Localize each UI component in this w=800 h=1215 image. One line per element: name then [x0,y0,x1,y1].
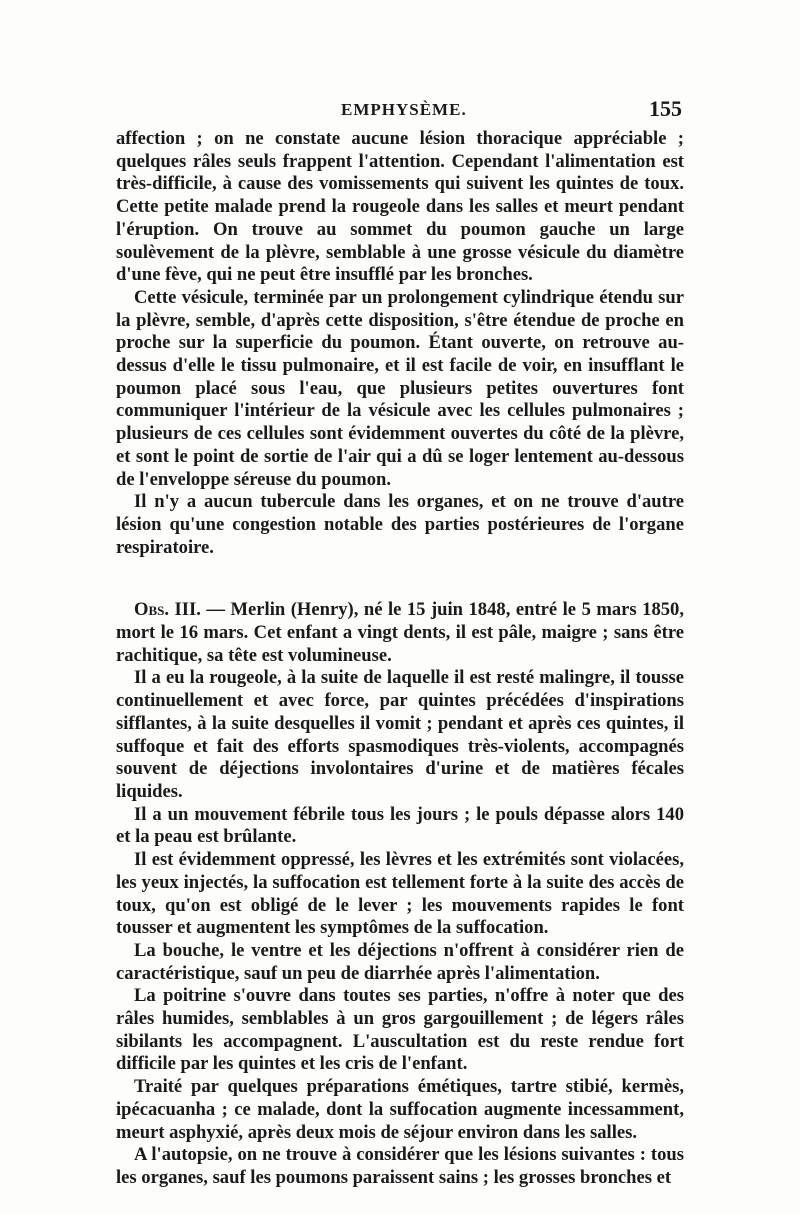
paragraph: Il n'y a aucun tubercule dans les organes, et on ne trouve d'autre lésion qu'une congestion notable des parties postérieures de l'organe respiratoire. [116,491,684,558]
paragraph: affection ; on ne constate aucune lésion thoracique appréciable ; quelques râles seuls frappent l'attention. Cependant l'alimentation est très-difficile, à cause des vomissements qui suivent les quintes de toux. Cette petite malade prend la rougeole dans les salles et meurt pendant l'éruption. On trouve au sommet du poumon gauche un large soulèvement de la plèvre, semblable à une grosse vésicule du diamètre d'une fève, qui ne peut être insufflé par les bronches. [116,128,684,286]
page-header [116,96,684,126]
paragraph: Traité par quelques préparations émétiques, tartre stibié, kermès, ipécacuanha ; ce malade, dont la suffocation augmente incessamment, meurt asphyxié, après deux mois de séjour environ dans les salles. [116,1076,684,1143]
paragraph: Il a eu la rougeole, à la suite de laquelle il est resté malingre, il tousse continuellement et avec force, par quintes précédées d'inspirations sifflantes, à la suite desquelles il vomit ; pendant et après ces quintes, il suffoque et fait des efforts spasmodiques très-violents, accompagnés souvent de déjections involontaires d'urine et de matières fécales liquides. [116,667,684,802]
observation-intro: — Merlin (Henry), né le 15 juin 1848, entré le 5 mars 1850, mort le 16 mars. Cet enfant a vingt dents, il est pâle, maigre ; sans être rachitique, sa tête est volumineuse. [116,599,684,666]
paragraph: Cette vésicule, terminée par un prolongement cylindrique étendu sur la plèvre, semble, d'après cette disposition, s'être étendue de proche en proche sur la superficie du poumon. Étant ouverte, on retrouve au-dessus d'elle le tissu pulmonaire, et il est facile de voir, en insufflant le poumon placé sous l'eau, que plusieurs petites ouvertures font communiquer l'intérieur de la vésicule avec les cellules pulmonaires ; plusieurs de ces cellules sont évidemment ouvertes du côté de la plèvre, et sont le point de sortie de l'air qui a dû se loger lentement au-dessous de l'enveloppe séreuse du poumon. [116,286,684,490]
section-spacer [116,559,684,599]
observation-heading-paragraph [116,599,684,667]
observation-label: Obs. III. [134,599,201,621]
paragraph: Il est évidemment oppressé, les lèvres et les extrémités sont violacées, les yeux injectés, la suffocation est tellement forte à la suite des accès de toux, qu'on est obligé de le lever ; les mouvements rapides le font tousser et augmentent les symptômes de la suffocation. [116,849,684,939]
paragraph: La bouche, le ventre et les déjections n'offrent à considérer rien de caractéristique, sauf un peu de diarrhée après l'alimentation. [116,939,684,984]
body-text [116,128,684,1190]
paragraph: Il a un mouvement fébrile tous les jours ; le pouls dépasse alors 140 et la peau est brûlante. [116,803,684,848]
page-number: 155 [649,96,682,121]
paragraph: A l'autopsie, on ne trouve à considérer que les lésions suivantes : tous les organes, sauf les poumons paraissent sains ; les grosses bronches et [116,1144,684,1188]
paragraph: La poitrine s'ouvre dans toutes ses parties, n'offre à noter que des râles humides, semblables à un gros gargouillement ; de légers râles sibilants les accompagnent. L'auscultation est du reste rendue fort difficile par les quintes et les cris de l'enfant. [116,985,684,1075]
running-title: EMPHYSÈME. [341,100,467,119]
